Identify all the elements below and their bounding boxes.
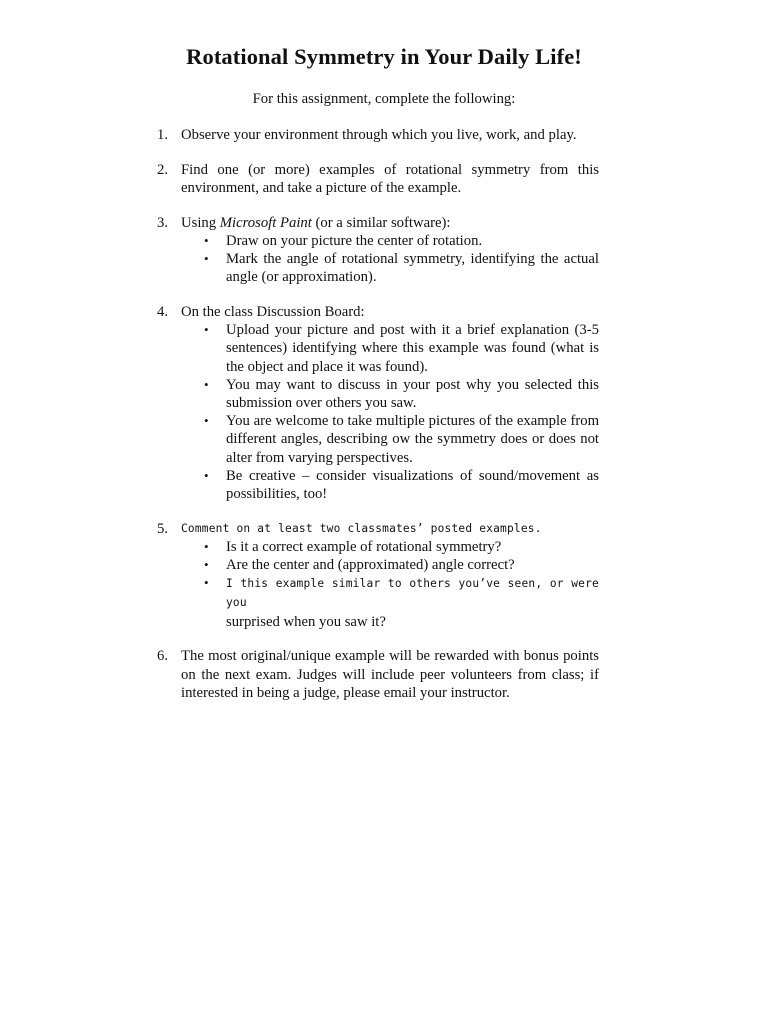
bullet-icon: • <box>204 575 209 591</box>
bullet-item <box>181 556 599 574</box>
bullet-item <box>181 321 599 376</box>
bullet-text: Draw on your picture the center of rotation. <box>226 232 483 249</box>
bullet-icon: • <box>204 467 209 483</box>
item-text-suffix: (or a similar software): <box>311 214 451 231</box>
item-number: 4. <box>157 303 169 320</box>
bullet-item <box>181 574 599 631</box>
bullet-icon: • <box>204 376 209 392</box>
bullet-item <box>181 467 599 503</box>
bullet-icon: • <box>204 413 209 429</box>
bullet-item <box>181 412 599 467</box>
bullet-text: Be creative – consider visualizations of sound/movement as possibilities, too! <box>226 467 599 502</box>
list-item-1 <box>157 126 599 144</box>
list-item-4 <box>157 303 599 503</box>
list-item-6 <box>157 647 599 702</box>
item-number: 5. <box>157 520 169 537</box>
software-name: Microsoft Paint <box>219 214 312 231</box>
list-item-2 <box>157 161 599 197</box>
bullet-item <box>181 538 599 556</box>
bullet-list <box>181 538 599 631</box>
bullet-item <box>181 232 599 250</box>
bullet-text: You are welcome to take multiple pictures of the example from different angles, describing ow the symmetry does or does not alter from varying perspectives. <box>226 413 599 466</box>
bullet-list <box>181 321 599 503</box>
bullet-text: You may want to discuss in your post why you selected this submission over others you saw. <box>226 376 599 411</box>
bullet-icon: • <box>204 538 209 554</box>
item-text: Comment on at least two classmates’ posted examples. <box>181 521 542 535</box>
item-text: The most original/unique example will be rewarded with bonus points on the next exam. Judges will include peer volunteers from class; if interested in being a judge, please email your instructor. <box>181 648 599 701</box>
bullet-text: Mark the angle of rotational symmetry, identifying the actual angle (or approximation). <box>226 251 599 286</box>
item-text: Find one (or more) examples of rotational symmetry from this environment, and take a picture of the example. <box>181 161 599 196</box>
intro-text: For this assignment, complete the following: <box>252 91 516 107</box>
bullet-text: surprised when you saw it? <box>226 613 386 630</box>
instruction-list <box>157 126 599 718</box>
bullet-text: Are the center and (approximated) angle correct? <box>226 557 515 574</box>
list-item-5 <box>157 520 599 631</box>
bullet-text-mono: I this example similar to others you’ve seen, or were you <box>226 577 599 610</box>
page-title: Rotational Symmetry in Your Daily Life! <box>186 44 582 69</box>
list-item-3 <box>157 214 599 287</box>
item-number: 6. <box>157 648 169 665</box>
item-number: 1. <box>157 127 169 143</box>
bullet-item <box>181 376 599 412</box>
bullet-icon: • <box>204 232 209 248</box>
bullet-icon: • <box>204 251 209 267</box>
item-number: 3. <box>157 214 169 231</box>
item-number: 2. <box>157 161 169 178</box>
item-text-prefix: Using <box>181 214 220 231</box>
bullet-text: Upload your picture and post with it a brief explanation (3-5 sentences) identifying where this example was found (what is the object and place it was found). <box>226 322 599 375</box>
item-text: Observe your environment through which you live, work, and play. <box>181 127 577 143</box>
bullet-icon: • <box>204 557 209 573</box>
bullet-icon: • <box>204 322 209 338</box>
item-text <box>181 214 599 232</box>
bullet-list <box>181 232 599 287</box>
item-text: On the class Discussion Board: <box>181 303 365 320</box>
bullet-item <box>181 250 599 286</box>
bullet-text: Is it a correct example of rotational symmetry? <box>226 538 502 555</box>
